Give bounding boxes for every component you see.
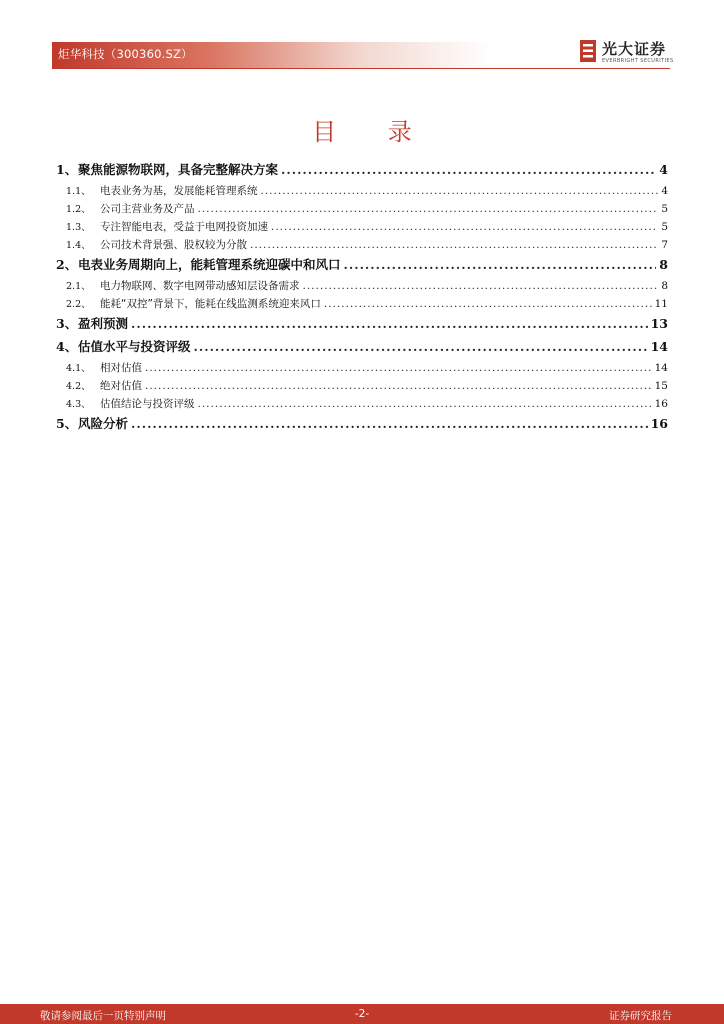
footer-disclaimer: 敬请参阅最后一页特别声明 <box>40 1010 166 1022</box>
toc-entry-number: 3、 <box>56 316 78 331</box>
toc-entry-title: 电力物联网、数字电网带动感知层设备需求 <box>100 280 300 292</box>
toc-entry-number: 4.1、 <box>66 363 91 374</box>
toc-entry-page: 8 <box>659 257 668 272</box>
toc-entry-number: 4.3、 <box>66 399 91 410</box>
toc-entry-title: 专注智能电表，受益于电网投资加速 <box>100 221 268 233</box>
toc-entry-number: 4、 <box>56 339 78 354</box>
footer-page-number: -2- <box>354 1008 370 1020</box>
toc-entry-page: 4 <box>659 162 668 177</box>
company-ticker: 炬华科技（300360.SZ） <box>58 47 193 61</box>
toc-title: 目 录 <box>312 118 434 146</box>
toc-entry-title: 绝对估值 <box>100 380 142 392</box>
toc-entry-page: 15 <box>654 380 668 392</box>
toc-dot-leader <box>198 398 652 410</box>
toc-entry[interactable] <box>56 396 668 414</box>
toc-entry-title: 风险分析 <box>78 416 129 431</box>
toc-entry[interactable] <box>56 255 668 278</box>
toc-entry-number: 4.2、 <box>66 381 91 392</box>
toc-entry[interactable] <box>56 183 668 201</box>
toc-dot-leader <box>145 362 652 374</box>
toc-entry[interactable] <box>56 337 668 360</box>
toc-dot-leader <box>261 185 659 197</box>
toc-entry-title: 能耗“双控”背景下，能耗在线监测系统迎来风口 <box>100 298 321 310</box>
toc-dot-leader <box>281 162 656 177</box>
toc-entry[interactable] <box>56 314 668 337</box>
toc-entry[interactable] <box>56 360 668 378</box>
toc-entry-number: 1.4、 <box>66 240 91 251</box>
toc-entry-number: 5、 <box>56 416 78 431</box>
toc-entry-number: 1.1、 <box>66 186 91 197</box>
footer-doc-type: 证券研究报告 <box>609 1010 672 1022</box>
toc-entry-page: 7 <box>661 239 668 251</box>
toc-entry-page: 14 <box>650 339 668 354</box>
toc-entry-page: 5 <box>661 221 668 233</box>
toc-entry-title: 估值结论与投资评级 <box>100 398 195 410</box>
toc-dot-leader <box>145 380 652 392</box>
toc-dot-leader <box>250 239 658 251</box>
toc-entry[interactable] <box>56 296 668 314</box>
toc-entry-title: 相对估值 <box>100 362 142 374</box>
toc-dot-leader <box>198 203 659 215</box>
toc-entry[interactable] <box>56 219 668 237</box>
table-of-contents <box>56 160 668 437</box>
toc-entry-page: 11 <box>654 298 668 310</box>
toc-entry-page: 5 <box>661 203 668 215</box>
toc-entry-title: 公司主营业务及产品 <box>100 203 195 215</box>
toc-entry-page: 16 <box>650 416 668 431</box>
toc-entry[interactable] <box>56 237 668 255</box>
toc-entry-number: 2.2、 <box>66 299 91 310</box>
toc-entry[interactable] <box>56 378 668 396</box>
toc-entry-number: 1.3、 <box>66 222 91 233</box>
toc-dot-leader <box>194 339 648 354</box>
toc-entry-page: 13 <box>650 316 668 331</box>
toc-entry-title: 估值水平与投资评级 <box>78 339 191 354</box>
logo-subtitle: EVERBRIGHT SECURITIES <box>602 58 674 64</box>
toc-entry-title: 公司技术背景强、股权较为分散 <box>100 239 247 251</box>
toc-entry[interactable] <box>56 201 668 219</box>
toc-dot-leader <box>131 316 648 331</box>
toc-entry-title: 聚焦能源物联网，具备完整解决方案 <box>78 162 279 177</box>
toc-dot-leader <box>344 257 657 272</box>
toc-entry-page: 8 <box>661 280 668 292</box>
toc-entry-page: 4 <box>661 185 668 197</box>
toc-entry-title: 盈利预测 <box>78 316 129 331</box>
toc-entry-number: 1.2、 <box>66 204 91 215</box>
toc-entry[interactable] <box>56 278 668 296</box>
toc-entry-number: 1、 <box>56 162 78 177</box>
everbright-logo <box>580 38 672 66</box>
logo-name: 光大证券 <box>602 40 667 58</box>
toc-dot-leader <box>303 280 659 292</box>
toc-entry[interactable] <box>56 414 668 437</box>
toc-entry-title: 电表业务为基，发展能耗管理系统 <box>100 185 258 197</box>
toc-entry-number: 2、 <box>56 257 78 272</box>
toc-dot-leader <box>324 298 652 310</box>
toc-entry-title: 电表业务周期向上，能耗管理系统迎碳中和风口 <box>78 257 341 272</box>
header-divider <box>52 68 670 69</box>
toc-entry-page: 16 <box>654 398 668 410</box>
toc-entry-page: 14 <box>654 362 668 374</box>
logo-mark-icon <box>580 40 596 62</box>
toc-dot-leader <box>271 221 658 233</box>
toc-entry[interactable] <box>56 160 668 183</box>
toc-entry-number: 2.1、 <box>66 281 91 292</box>
toc-dot-leader <box>131 416 648 431</box>
